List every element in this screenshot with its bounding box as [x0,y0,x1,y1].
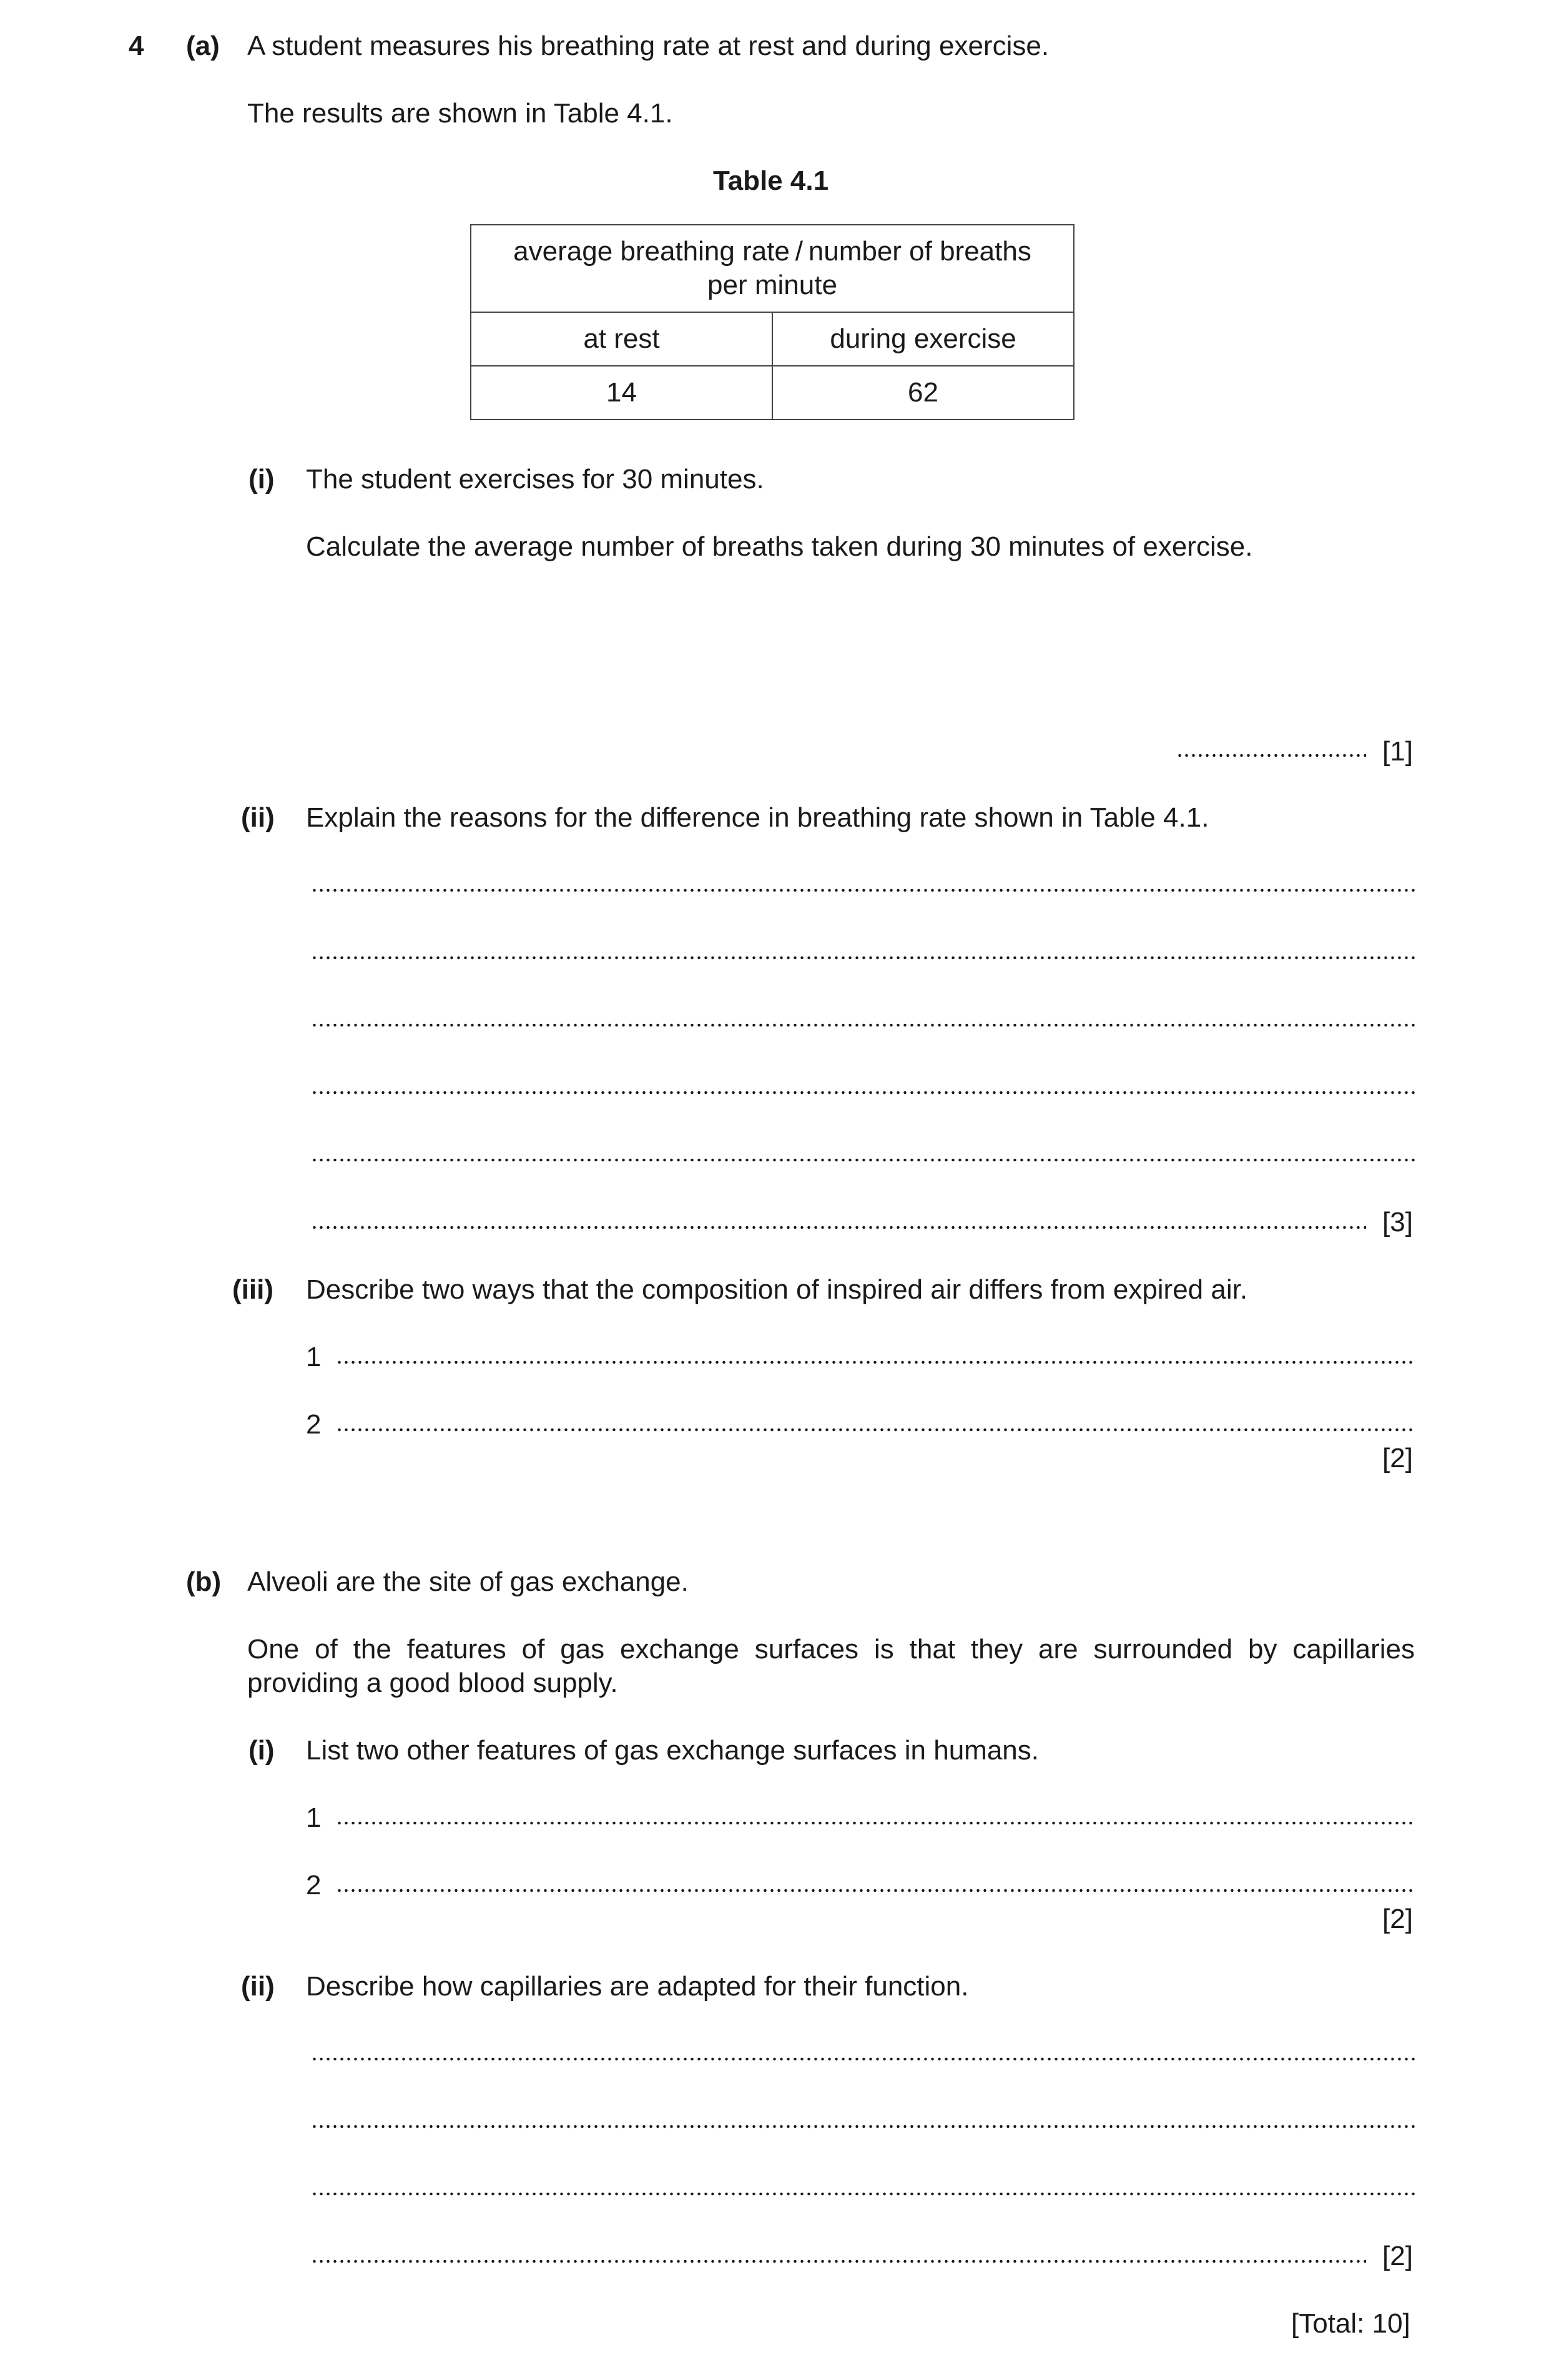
table-title: Table 4.1 [713,165,829,196]
part-a-intro: A student measures his breathing rate at rest and during exercise. [247,31,1050,61]
part-b-paragraph-line1: One of the features of gas exchange surfaces is that they are surrounded by capillaries [247,1634,1415,1665]
answer-line-b-ii-3[interactable] [311,2191,1415,2196]
answer-line-a-ii-3[interactable] [311,1023,1415,1028]
part-a-i-line2: Calculate the average number of breaths taken during 30 minutes of exercise. [306,531,1253,562]
total-marks: [Total: 10] [1291,2308,1410,2339]
part-b-paragraph-line2: providing a good blood supply. [247,1668,618,1698]
answer-line-a-i[interactable] [1176,753,1366,758]
answer-line-a-ii-4[interactable] [311,1090,1415,1095]
part-b-i-label: (i) [248,1735,275,1766]
answer-line-a-iii-1[interactable] [336,1360,1415,1365]
table-header-line1: average breathing rate / number of breaths [513,236,1031,267]
answer-line-b-ii-1[interactable] [311,2057,1415,2062]
part-a-i-label: (i) [248,464,275,494]
part-b-i-marks: [2] [1382,1904,1413,1934]
part-a-ii-label: (ii) [241,802,275,833]
part-b-i-number-2: 2 [306,1870,322,1901]
question-number: 4 [129,31,144,61]
part-b-ii-marks: [2] [1382,2241,1413,2271]
answer-line-a-ii-2[interactable] [311,955,1415,960]
table-column-during-exercise: during exercise [772,312,1074,366]
part-a-results-text: The results are shown in Table 4.1. [247,98,673,129]
table-value-at-rest: 14 [471,366,772,420]
breathing-rate-table [470,224,1074,420]
part-b-i-number-1: 1 [306,1802,322,1833]
part-a-iii-number-1: 1 [306,1342,322,1372]
answer-line-b-i-2[interactable] [336,1888,1415,1893]
part-a-iii-number-2: 2 [306,1409,322,1440]
part-a-iii-text: Describe two ways that the composition of inspired air differs from expired air. [306,1274,1248,1305]
answer-line-a-ii-5[interactable] [311,1158,1415,1163]
answer-line-a-iii-2[interactable] [336,1427,1415,1432]
part-a-ii-text: Explain the reasons for the difference in breathing rate shown in Table 4.1. [306,802,1209,833]
part-a-i-line1: The student exercises for 30 minutes. [306,464,764,494]
table-header-line2: per minute [707,270,837,300]
table-value-during-exercise: 62 [772,366,1074,420]
part-b-i-text: List two other features of gas exchange surfaces in humans. [306,1735,1039,1766]
part-a-iii-label: (iii) [232,1274,273,1305]
part-a-ii-marks: [3] [1382,1207,1413,1237]
part-b-ii-text: Describe how capillaries are adapted for their function. [306,1971,969,2002]
part-b-ii-label: (ii) [241,1971,275,2002]
answer-line-a-ii-1[interactable] [311,888,1415,893]
answer-line-a-ii-6[interactable] [311,1225,1366,1230]
table-column-at-rest: at rest [471,312,772,366]
part-a-label: (a) [186,31,220,61]
part-b-intro: Alveoli are the site of gas exchange. [247,1566,689,1597]
answer-line-b-ii-2[interactable] [311,2124,1415,2129]
part-a-i-marks: [1] [1382,736,1413,767]
answer-line-b-ii-4[interactable] [311,2259,1366,2264]
answer-line-b-i-1[interactable] [336,1821,1415,1826]
part-a-iii-marks: [2] [1382,1443,1413,1473]
part-b-label: (b) [186,1566,222,1597]
table-header [471,225,1074,312]
